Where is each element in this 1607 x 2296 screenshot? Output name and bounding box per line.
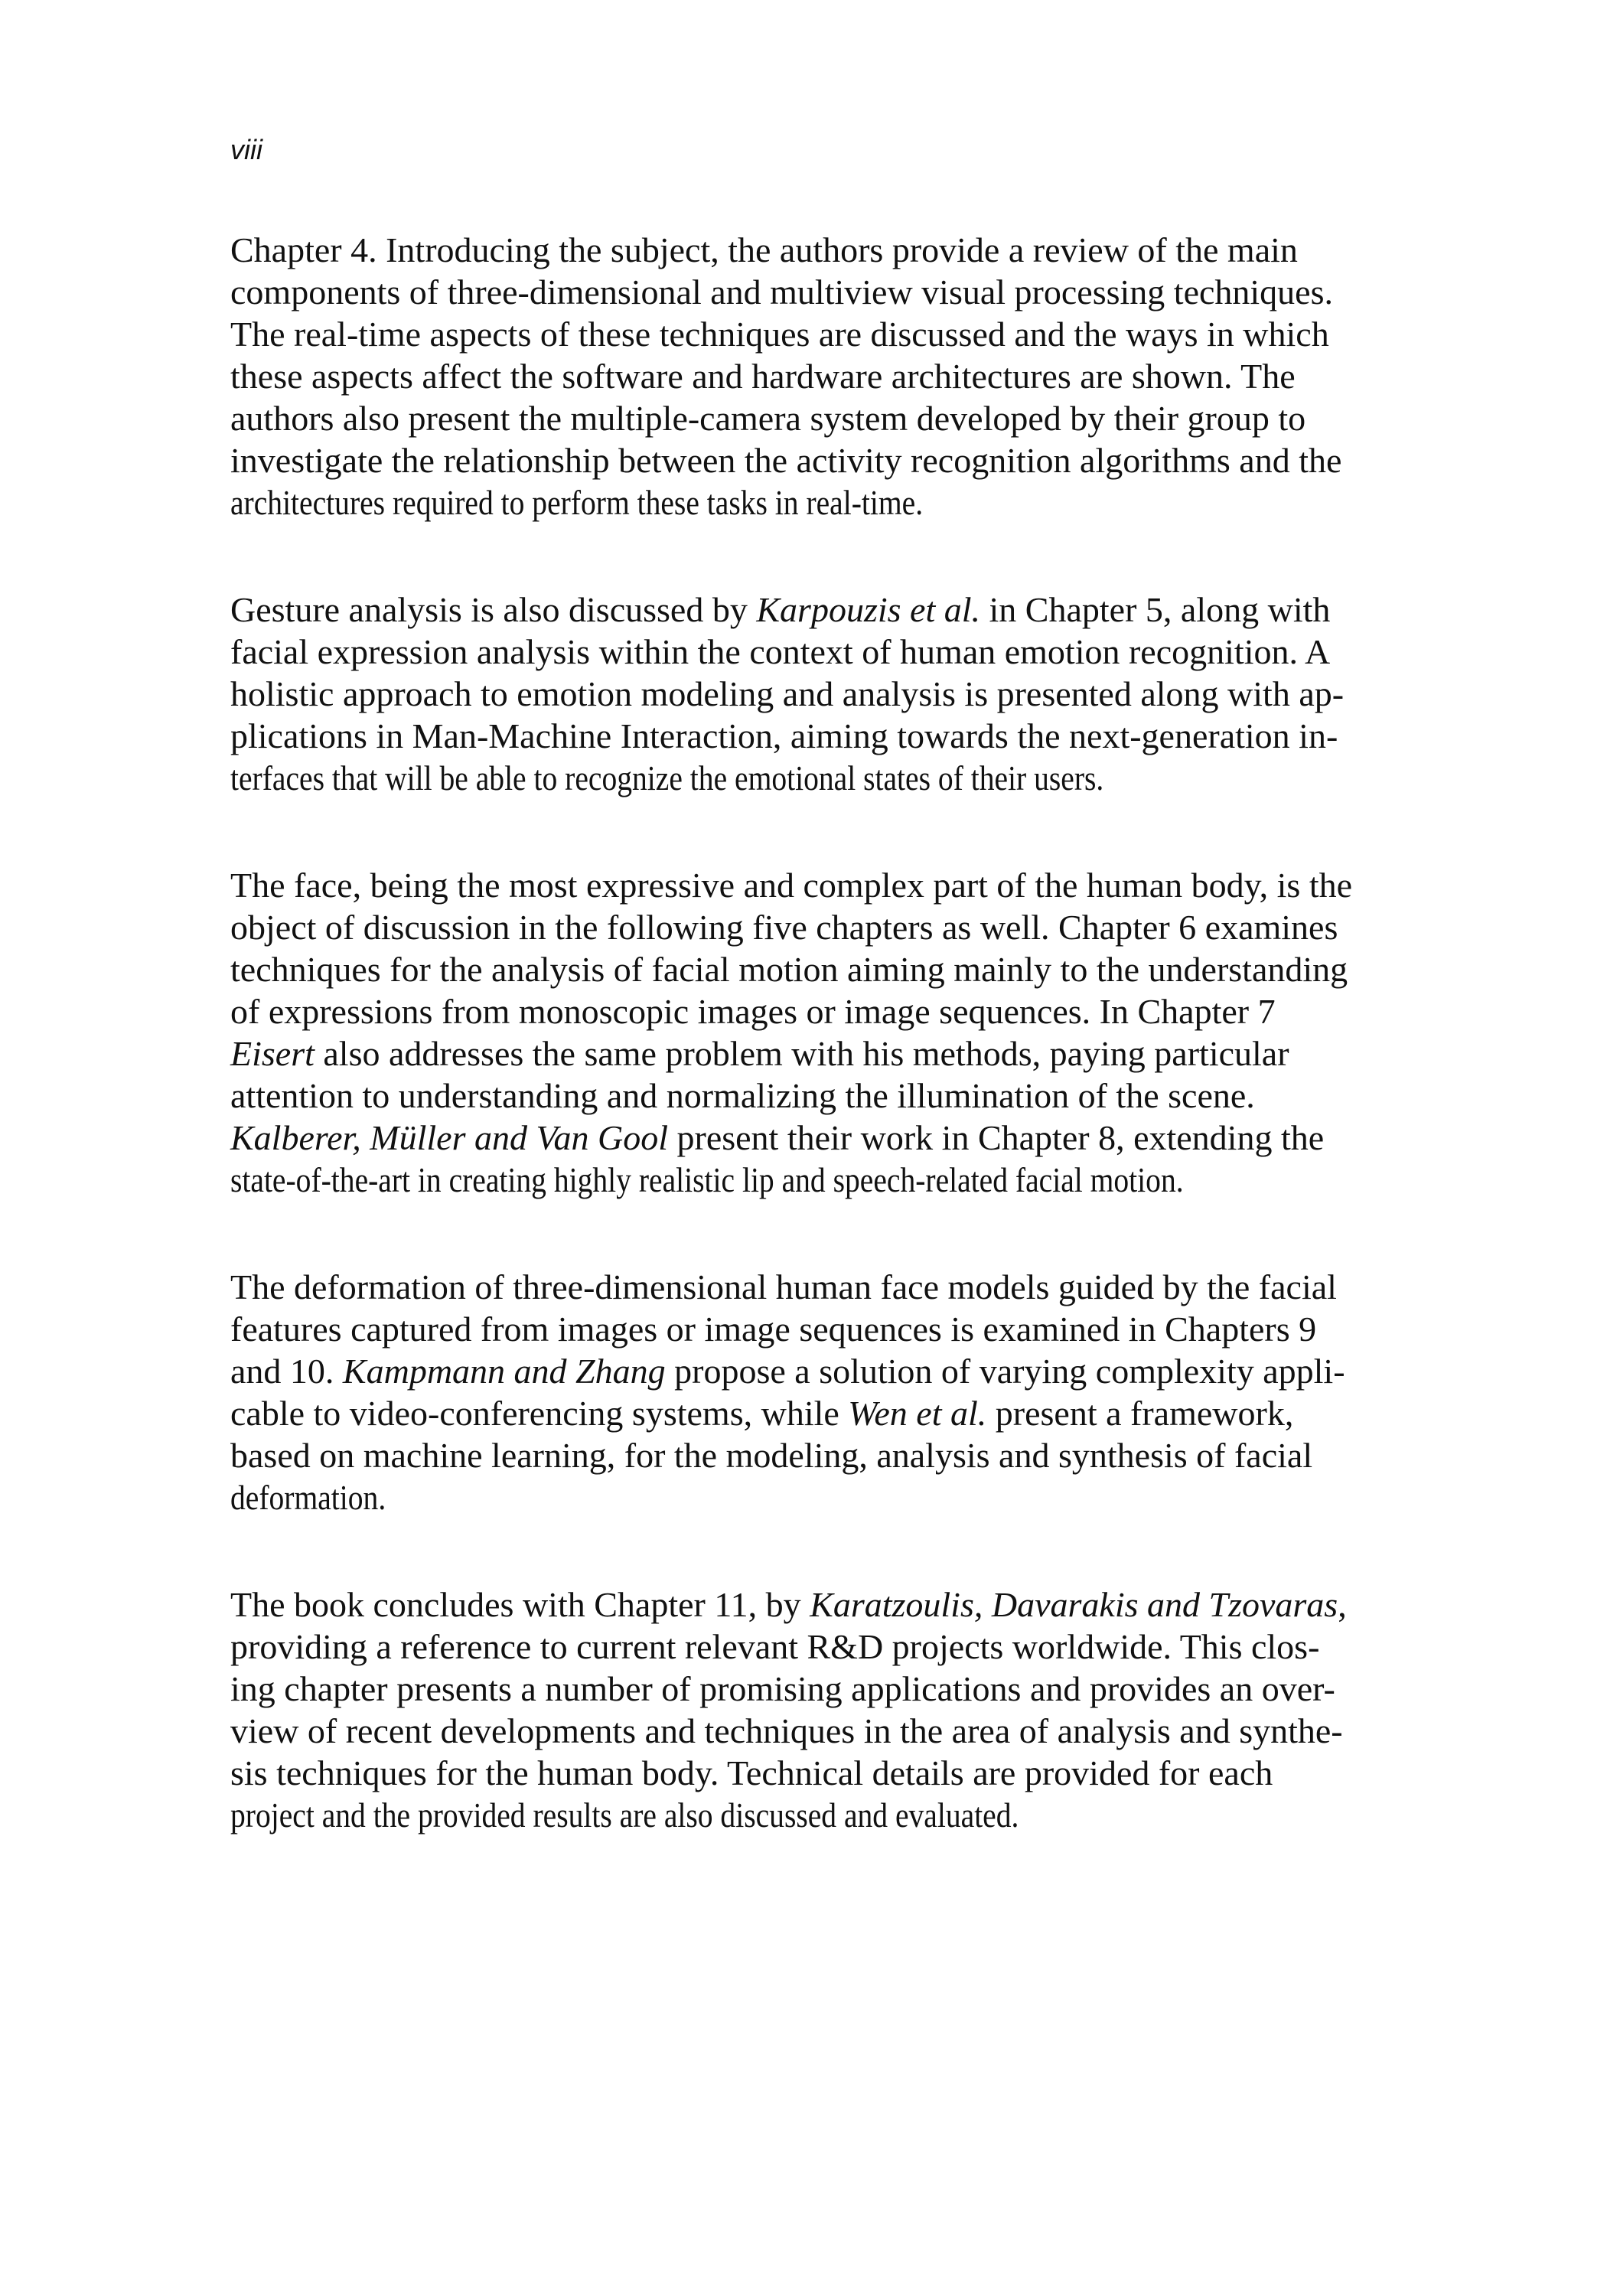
text-run: providing a reference to current relevant R&D projects worldwide. This clos-: [230, 1627, 1320, 1666]
text-line: [230, 757, 1215, 799]
text-run: features captured from images or image sequences is examined in Chapters 9: [230, 1309, 1317, 1349]
italic-author-names: Kalberer, Müller and Van Gool: [230, 1118, 668, 1157]
paragraph-chapter-4-summary: [230, 229, 1376, 523]
text-run: Gesture analysis is also discussed by: [230, 590, 757, 629]
text-run: deformation.: [230, 1478, 386, 1517]
text-line: [230, 1117, 1376, 1159]
text-run: project and the provided results are also discussed and evaluated.: [230, 1795, 1019, 1835]
italic-author-names: Karpouzis et al.: [756, 590, 981, 629]
text-line: [230, 589, 1376, 631]
body-text: [230, 229, 1376, 1901]
text-line: [230, 1392, 1376, 1434]
text-line: [230, 1583, 1376, 1626]
text-run: authors also present the multiple-camera system developed by their group to: [230, 399, 1306, 438]
text-run: of expressions from monoscopic images or image sequences. In Chapter 7: [230, 992, 1276, 1031]
text-run: and 10.: [230, 1352, 343, 1391]
text-run: view of recent developments and techniques in the area of analysis and synthe-: [230, 1711, 1343, 1750]
text-run: based on machine learning, for the modeling, analysis and synthesis of facial: [230, 1436, 1313, 1475]
italic-author-names: Kampmann and Zhang: [342, 1352, 666, 1391]
text-run: attention to understanding and normalizing the illumination of the scene.: [230, 1076, 1255, 1115]
text-run: present their work in Chapter 8, extending the: [668, 1118, 1325, 1157]
page-number: viii: [230, 134, 262, 165]
paragraph-chapter-5-summary: [230, 589, 1376, 799]
italic-author-names: Eisert: [230, 1034, 315, 1073]
text-line: [230, 864, 1376, 906]
text-run: holistic approach to emotion modeling and analysis is presented along with ap-: [230, 674, 1345, 713]
text-run: also addresses the same problem with his methods, paying particular: [314, 1034, 1289, 1073]
text-run: components of three-dimensional and multiview visual processing techniques.: [230, 272, 1334, 311]
text-line: [230, 229, 1376, 271]
text-line: [230, 715, 1376, 757]
text-run: investigate the relationship between the activity recognition algorithms and the: [230, 441, 1342, 480]
text-line: [230, 990, 1376, 1032]
text-line: [230, 631, 1376, 673]
text-line: [230, 673, 1376, 715]
text-line: [230, 1266, 1376, 1308]
text-line: [230, 271, 1376, 313]
text-line: [230, 1668, 1376, 1710]
text-run: propose a solution of varying complexity appli-: [665, 1352, 1345, 1391]
text-run: ,: [1338, 1585, 1347, 1624]
text-line: [230, 1308, 1376, 1350]
text-run: facial expression analysis within the context of human emotion recognition. A: [230, 632, 1331, 671]
paragraph-chapters-6-8-summary: [230, 864, 1376, 1201]
text-line: [230, 1476, 1215, 1518]
paragraph-chapters-9-10-summary: [230, 1266, 1376, 1518]
text-run: ing chapter presents a number of promising applications and provides an over-: [230, 1669, 1335, 1708]
text-run: architectures required to perform these tasks in real-time.: [230, 483, 924, 522]
text-run: The deformation of three-dimensional human face models guided by the facial: [230, 1267, 1337, 1306]
text-line: [230, 439, 1376, 481]
text-line: [230, 1075, 1376, 1117]
text-line: [230, 1159, 1215, 1201]
text-line: [230, 313, 1376, 355]
text-line: [230, 1710, 1376, 1752]
text-line: [230, 1626, 1376, 1668]
paragraph-chapter-11-summary: [230, 1583, 1376, 1836]
text-run: The book concludes with Chapter 11, by: [230, 1585, 810, 1624]
text-run: state-of-the-art in creating highly realistic lip and speech-related facial motion.: [230, 1160, 1184, 1199]
text-run: The face, being the most expressive and complex part of the human body, is the: [230, 866, 1353, 905]
text-run: techniques for the analysis of facial motion aiming mainly to the understanding: [230, 950, 1348, 989]
text-line: [230, 1434, 1376, 1476]
text-run: terfaces that will be able to recognize the emotional states of their users.: [230, 758, 1104, 797]
text-run: object of discussion in the following five chapters as well. Chapter 6 examines: [230, 908, 1338, 947]
text-line: [230, 481, 1215, 523]
text-run: plications in Man-Machine Interaction, aiming towards the next-generation in-: [230, 716, 1338, 755]
text-run: cable to video-conferencing systems, while: [230, 1394, 849, 1433]
text-line: [230, 1794, 1215, 1836]
text-run: these aspects affect the software and hardware architectures are shown. The: [230, 357, 1296, 396]
italic-author-names: Karatzoulis, Davarakis and Tzovaras: [810, 1585, 1338, 1624]
text-line: [230, 355, 1376, 397]
text-line: [230, 906, 1376, 948]
text-line: [230, 397, 1376, 439]
text-run: Chapter 4. Introducing the subject, the authors provide a review of the main: [230, 230, 1298, 269]
text-run: in Chapter 5, along with: [980, 590, 1331, 629]
text-line: [230, 1350, 1376, 1392]
text-line: [230, 1752, 1376, 1794]
text-run: The real-time aspects of these techniques are discussed and the ways in which: [230, 315, 1329, 354]
text-line: [230, 948, 1376, 990]
italic-author-names: Wen et al.: [848, 1394, 987, 1433]
text-line: [230, 1032, 1376, 1075]
text-run: present a framework,: [986, 1394, 1294, 1433]
text-run: sis techniques for the human body. Technical details are provided for each: [230, 1753, 1273, 1792]
